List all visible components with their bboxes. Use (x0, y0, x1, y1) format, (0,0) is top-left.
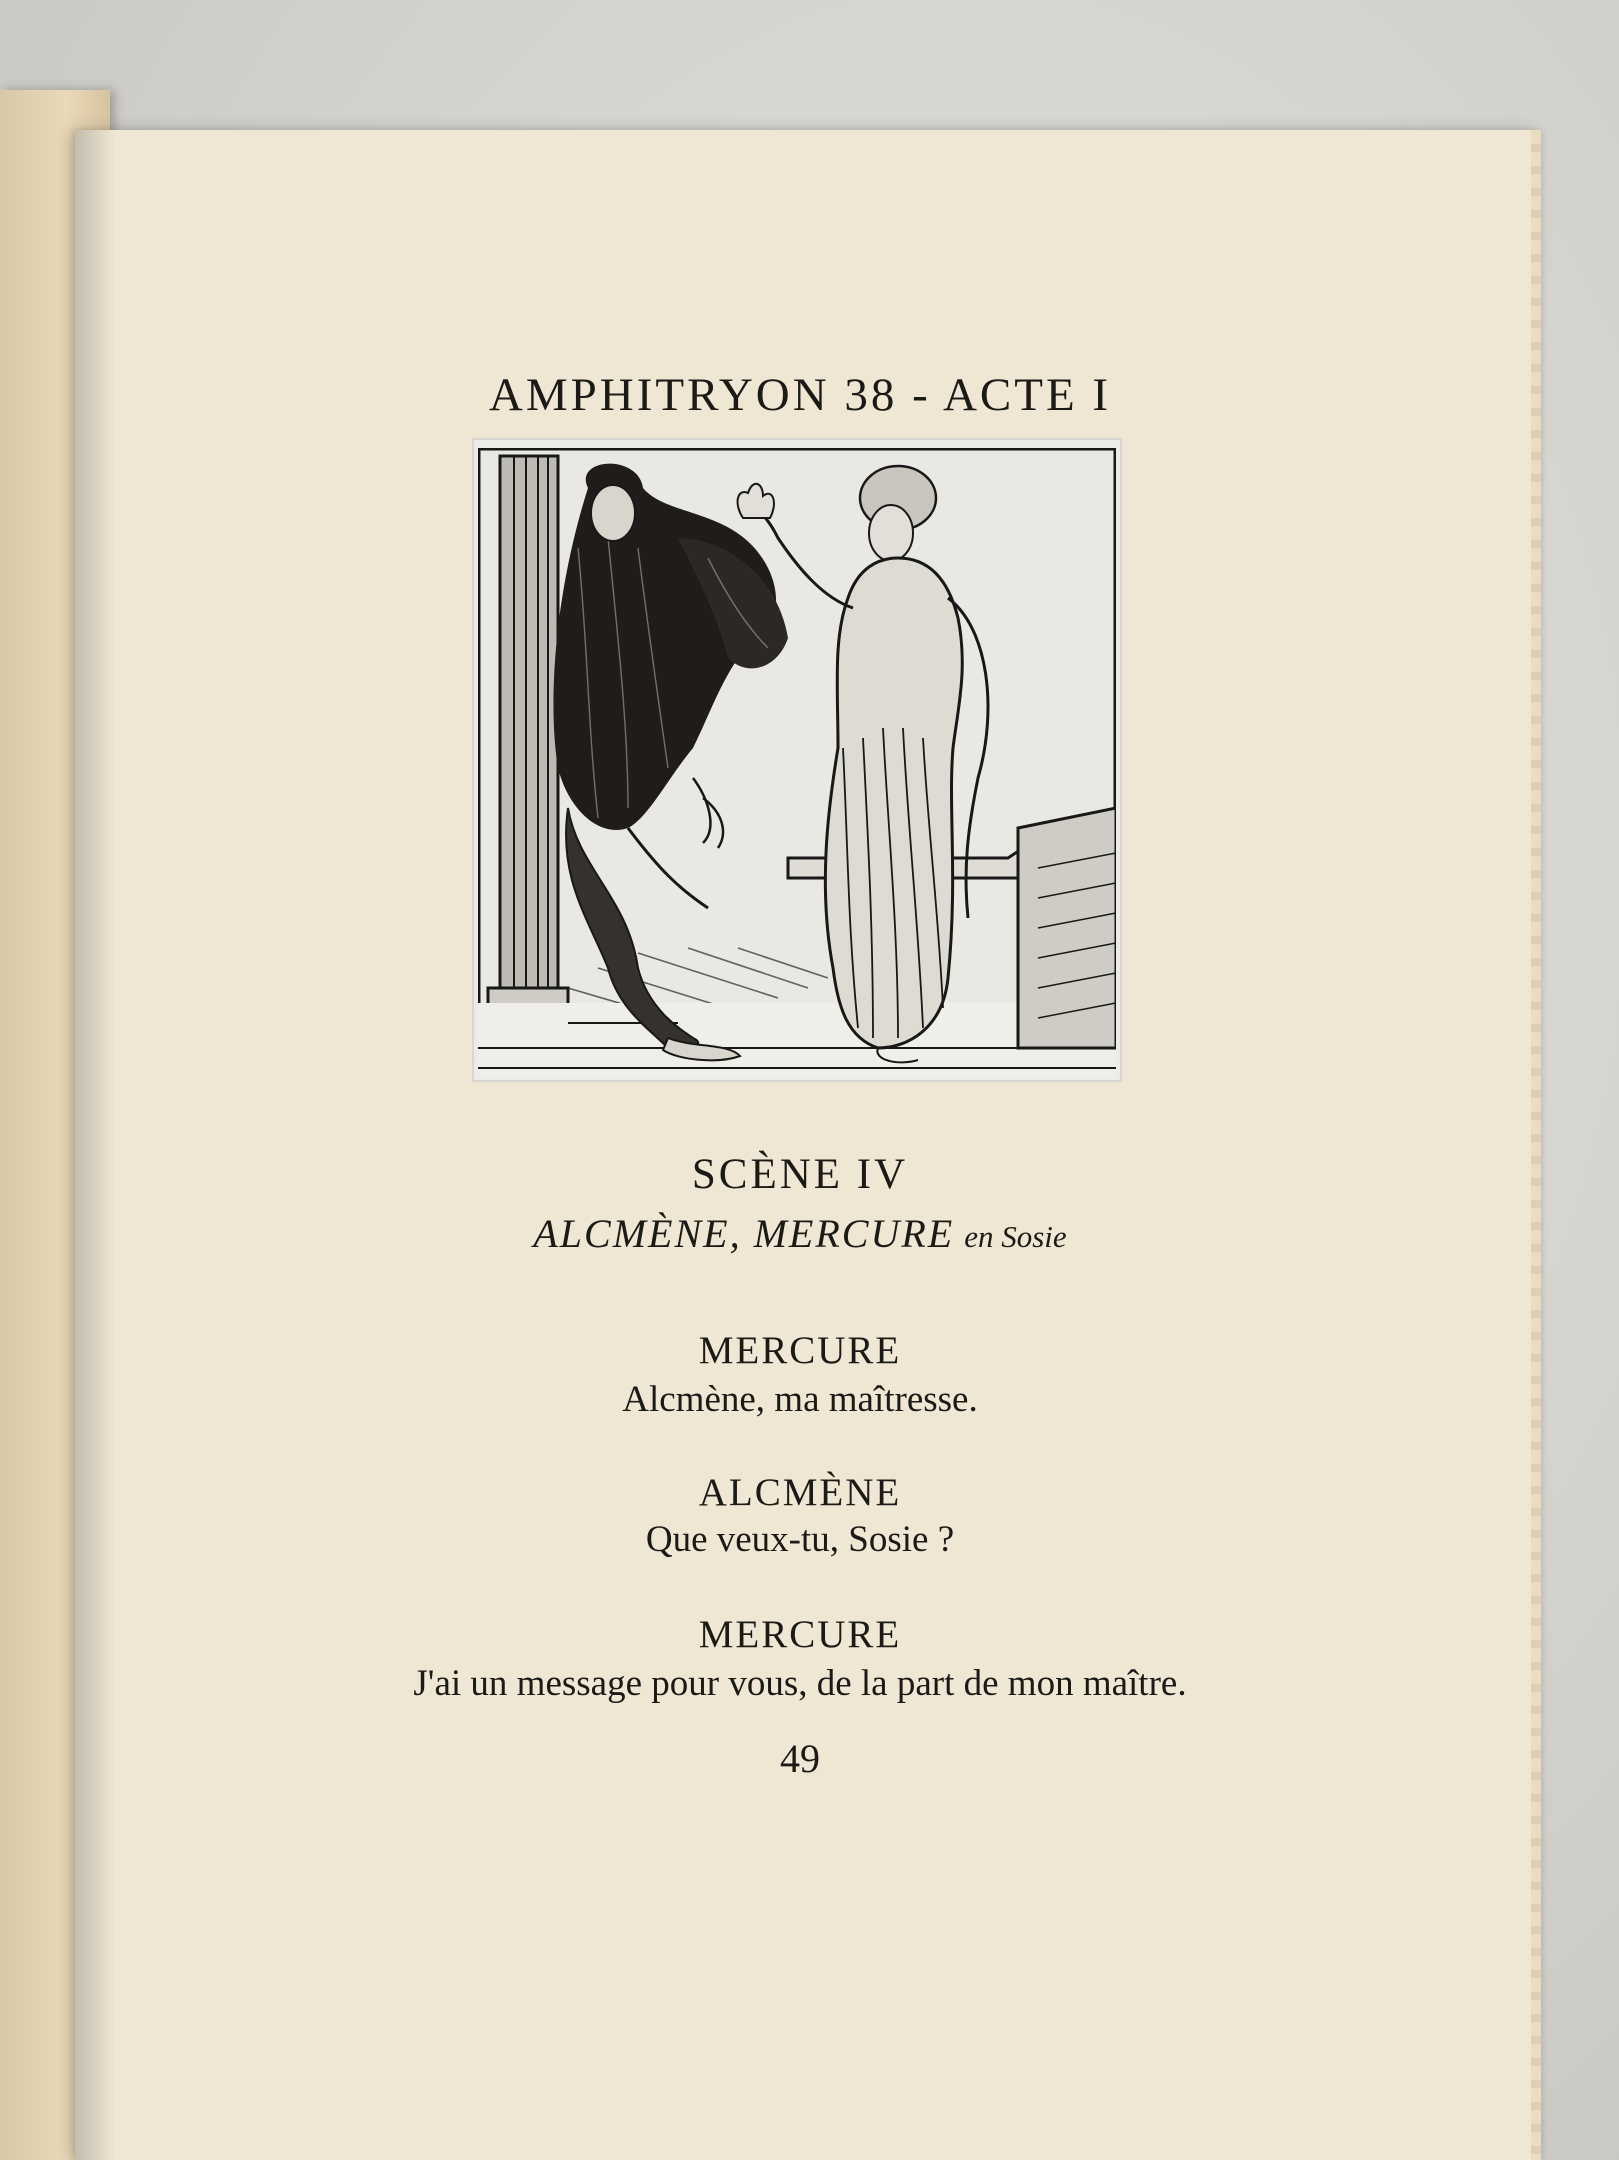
scene-heading: SCÈNE IV (691, 1151, 909, 1198)
dialogue-line: Alcmène, ma maîtresse. (622, 1379, 978, 1420)
scene-characters (300, 1210, 1300, 1257)
dialogue-line: J'ai un message pour vous, de la part de mon maître. (413, 1663, 1187, 1704)
speaker-name: MERCURE (698, 1613, 902, 1656)
dialogue-line: Que veux-tu, Sosie ? (645, 1519, 955, 1560)
character-suffix: en Sosie (964, 1219, 1067, 1254)
speaker-name: ALCMÈNE (698, 1471, 902, 1514)
character-names: ALCMÈNE, MERCURE (533, 1211, 955, 1256)
speaker-name: MERCURE (698, 1329, 902, 1372)
running-head: AMPHITRYON 38 - ACTE I (488, 369, 1112, 421)
spine-shadow (75, 130, 115, 2160)
book-page (75, 130, 1538, 2160)
page-number: 49 (780, 1736, 820, 1781)
woodcut-illustration (478, 448, 1116, 1078)
